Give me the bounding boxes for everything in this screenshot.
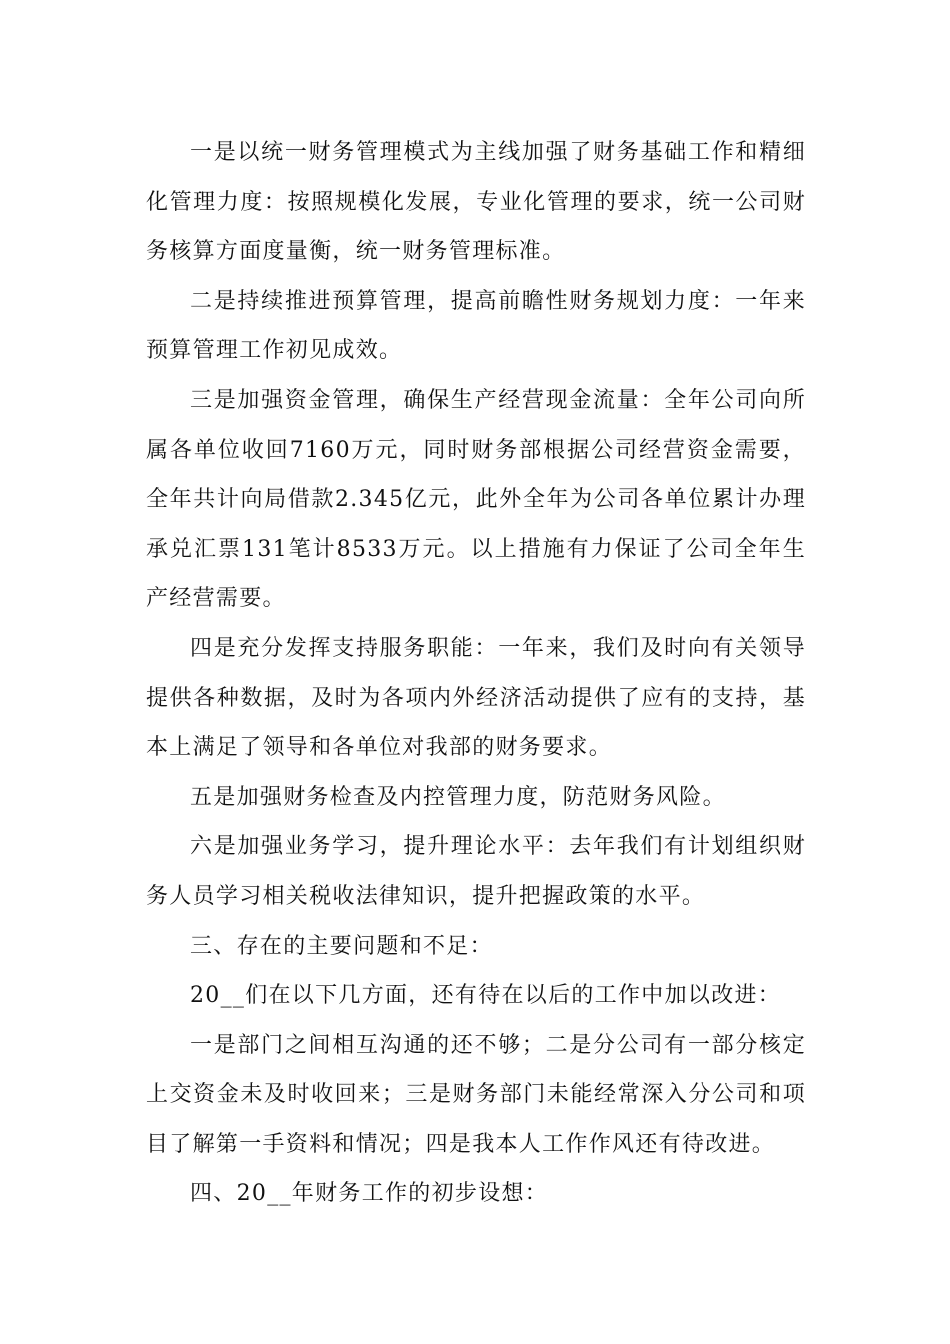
paragraph-8: 一是部门之间相互沟通的还不够；二是分公司有一部分核定上交资金未及时收回来；三是财务部门未能经常深入分公司和项目了解第一手资料和情况；四是我本人工作作风还有待改进。 xyxy=(146,1032,806,1157)
paragraph-6: 六是加强业务学习，提升理论水平：去年我们有计划组织财务人员学习相关税收法律知识，提升把握政策的水平。 xyxy=(146,834,806,909)
paragraph-4: 四是充分发挥支持服务职能：一年来，我们及时向有关领导提供各种数据，及时为各项内外经济活动提供了应有的支持，基本上满足了领导和各单位对我部的财务要求。 xyxy=(146,635,806,761)
paragraph-1: 一是以统一财务管理模式为主线加强了财务基础工作和精细化管理力度：按照规模化发展，专业化管理的要求，统一公司财务核算方面度量衡，统一财务管理标准。 xyxy=(146,140,806,265)
section-heading-3: 三、存在的主要问题和不足： xyxy=(190,933,493,959)
paragraph-3: 三是加强资金管理，确保生产经营现金流量：全年公司向所属各单位收回7160万元，同时财务部根据公司经营资金需要，全年共计向局借款2.345亿元，此外全年为公司各单位累计办理承兑汇票131笔计8533万元。以上措施有力保证了公司全年生产经营需要。 xyxy=(146,387,806,612)
section-heading-4: 四、20__年财务工作的初步设想： xyxy=(190,1181,549,1207)
paragraph-5: 五是加强财务检查及内控管理力度，防范财务风险。 xyxy=(190,784,726,810)
paragraph-2: 二是持续推进预算管理，提高前瞻性财务规划力度：一年来预算管理工作初见成效。 xyxy=(146,288,806,364)
document-body xyxy=(146,128,806,1219)
paragraph-7: 20__们在以下几方面，还有待在以后的工作中加以改进： xyxy=(190,983,782,1009)
